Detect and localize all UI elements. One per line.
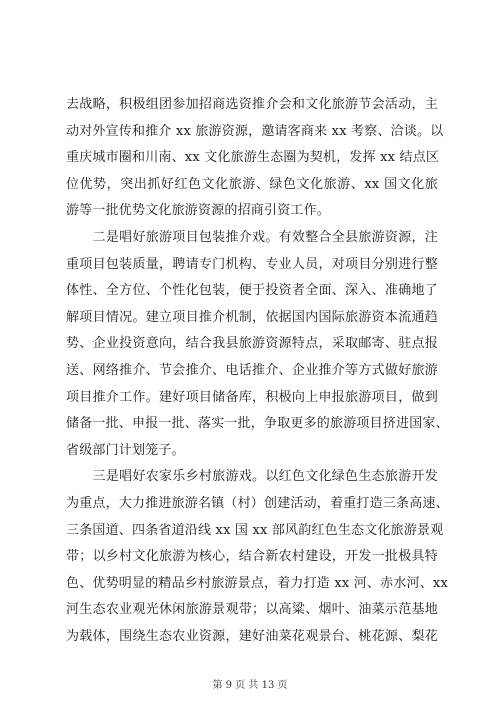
- text-line: 带；以乡村文化旅游为核心，结合新农村建设，开发一批极具特: [66, 549, 438, 565]
- text-line: 项目推介工作。建好项目储备库，积极向上申报旅游项目，做到: [66, 389, 438, 405]
- text-line: 储备一批、申报一批、落实一批，争取更多的旅游项目挤进国家、: [66, 416, 449, 432]
- text-line: 去战略，积极组团参加招商选资推介会和文化旅游节会活动，主: [66, 97, 438, 112]
- text-line: 游等一批优势文化旅游资源的招商引资工作。: [66, 203, 331, 219]
- text-line: 色、优势明显的精品乡村旅游景点，着力打造 xx 河、赤水河、xx: [66, 575, 448, 591]
- text-line: 解项目情况。建立项目推介机制，依据国内国际旅游资本流通趋: [66, 309, 438, 325]
- text-line: 二是唱好旅游项目包装推介戏。有效整合全县旅游资源，注: [66, 229, 438, 245]
- text-line: 三是唱好农家乐乡村旅游戏。以红色文化绿色生态旅游开发: [66, 469, 438, 485]
- text-line: 动对外宣传和推介 xx 旅游资源，邀请客商来 xx 考察、洽谈。以: [66, 123, 444, 139]
- text-line: 为载体，围绕生态农业资源，建好油菜花观景台、桃花源、梨花: [66, 628, 438, 644]
- text-line: 河生态农业观光休闲旅游景观带；以高粱、烟叶、油菜示范基地: [66, 602, 438, 618]
- page-number-footer: 第 9 页 共 13 页: [212, 680, 288, 691]
- text-line: 体性、全方位、个性化包装，便于投资者全面、深入、准确地了: [66, 283, 438, 299]
- text-line: 送、网络推介、节会推介、电话推介、企业推介等方式做好旅游: [66, 362, 438, 378]
- text-line: 重庆城市圈和川南、xx 文化旅游生态圈为契机，发挥 xx 结点区: [66, 150, 440, 166]
- text-line: 位优势，突出抓好红色文化旅游、绿色文化旅游、xx 国文化旅: [66, 176, 438, 192]
- text-line: 为重点，大力推进旅游名镇（村）创建活动，着重打造三条高速、: [66, 495, 449, 511]
- text-line: 省级部门计划笼子。: [66, 442, 185, 458]
- text-line: 重项目包装质量，聘请专门机构、专业人员，对项目分别进行整: [66, 256, 438, 272]
- text-line: 势、企业投资意向，结合我县旅游资源特点，采取邮寄、驻点报: [66, 336, 438, 352]
- body-text: [66, 92, 449, 650]
- text-line: 三条国道、四条省道沿线 xx 国 xx 部风韵红色生态文化旅游景观: [66, 522, 444, 538]
